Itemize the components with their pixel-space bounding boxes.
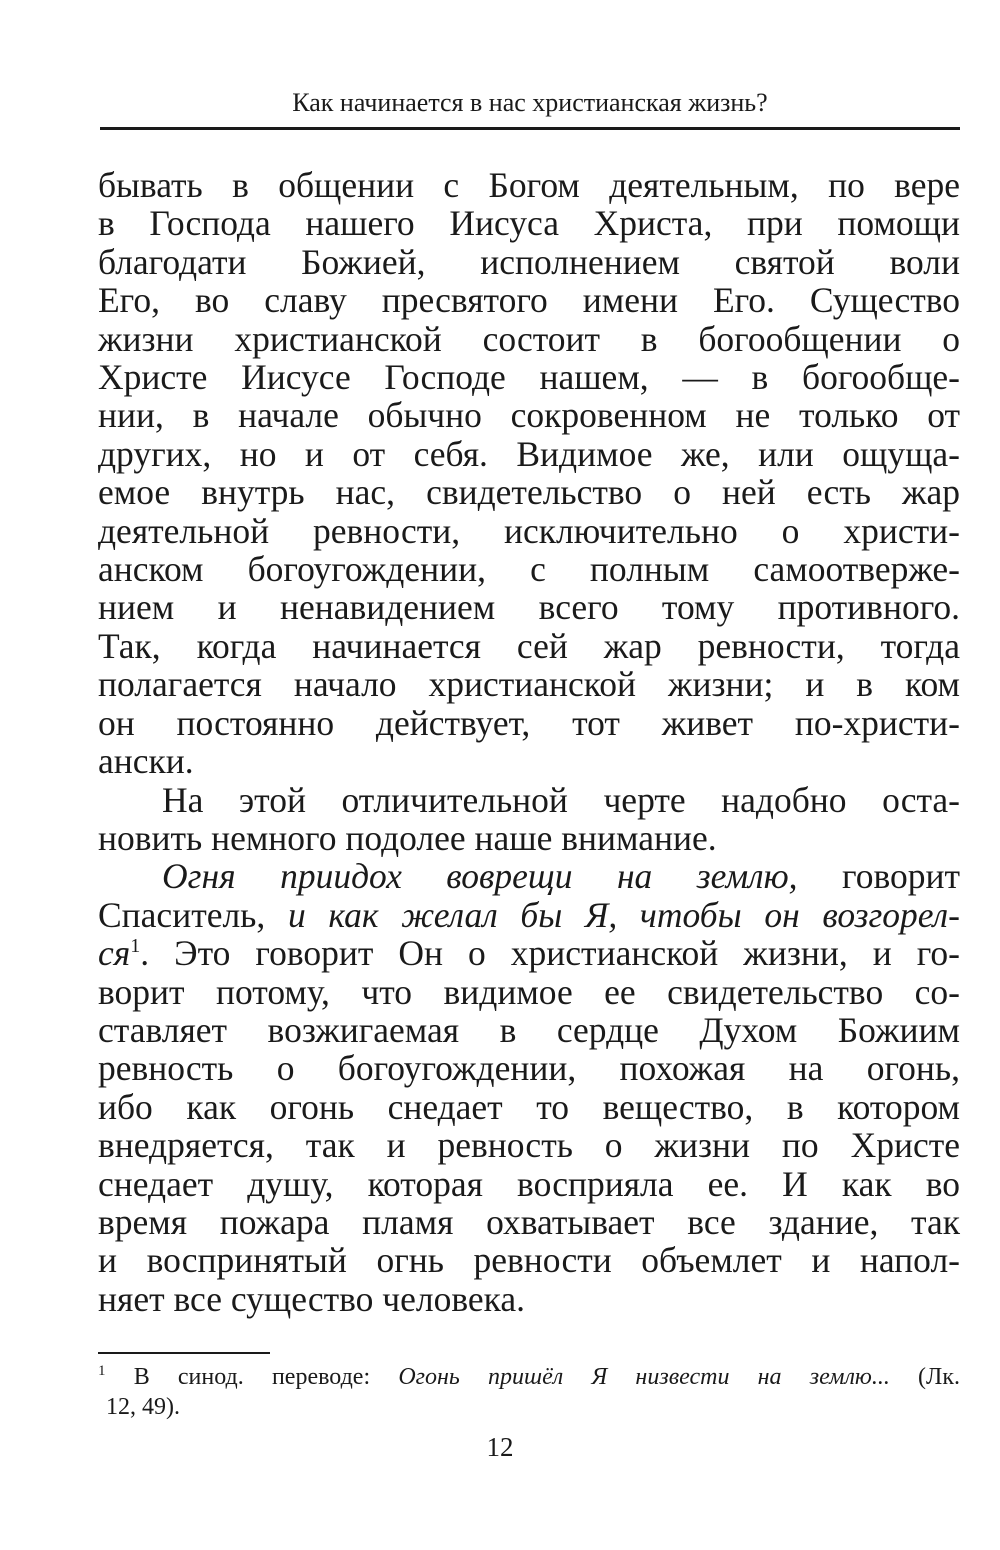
text-line: он постоянно действует, тот живет по-христи- [98, 702, 960, 743]
footnote-prefix: В синод. переводе: [105, 1364, 399, 1390]
scripture-quote: и как желал бы Я, чтобы он возгорел- [287, 894, 960, 935]
text-line: Так, когда начинается сей жар ревности, тогда [98, 625, 960, 666]
scripture-quote: ся [98, 933, 131, 974]
text-line: время пожара пламя охватывает все здание, так [98, 1201, 960, 1242]
footnote-reference[interactable]: 1 [130, 935, 141, 958]
text-line: и воспринятый огнь ревности объемлет и напол- [98, 1240, 960, 1281]
text-line: снедает душу, которая восприяла ее. И как во [98, 1163, 960, 1204]
text-line: анском богоугождении, с полным самоотверже- [98, 549, 960, 590]
text-line: внедряется, так и ревность о жизни по Христе [98, 1125, 960, 1166]
text-run: говорит [797, 856, 960, 897]
footnote-quote: Огонь пришёл Я низвести на землю... [398, 1364, 890, 1390]
running-head-double-rule [100, 127, 960, 135]
text-line: ворит потому, что видимое ее свидетельство со- [98, 971, 960, 1012]
text-line [98, 896, 960, 934]
text-line: На этой отличительной черте надобно оста- [162, 779, 960, 820]
footnote-separator [98, 1352, 270, 1354]
text-line: других, но и от себя. Видимое же, или ощуща- [98, 433, 960, 474]
page-number: 12 [486, 1432, 514, 1462]
text-line: няет все существо человека. [98, 1278, 526, 1319]
text-line [98, 857, 960, 895]
footnote-ref-start: (Лк. [889, 1364, 960, 1390]
paragraph-3 [98, 857, 960, 1318]
text-line: в Господа нашего Иисуса Христа, при помощи [98, 203, 960, 244]
text-line: ански. [98, 741, 194, 782]
text-line: Христе Иисусе Господе нашем, — в богообще- [98, 357, 960, 398]
text-line: полагается начало христианской жизни; и в ком [98, 664, 960, 705]
text-line: нии, в начале обычно сокровенном не только от [98, 395, 960, 436]
text-run: Спаситель, [98, 894, 288, 935]
paragraph-1 [98, 166, 960, 781]
text-line [98, 934, 960, 972]
body-text [98, 166, 960, 1318]
text-line: нием и ненавидением всего тому противного. [98, 587, 960, 628]
footnote [98, 1362, 960, 1422]
paragraph-2 [98, 781, 960, 858]
text-line: новить немного подолее наше внимание. [98, 817, 717, 858]
text-line: жизни христианской состоит в богообщении о [98, 318, 960, 359]
text-run: . Это говорит Он о христианской жизни, и го- [140, 933, 960, 974]
footnote-line: 12, 49). [106, 1394, 180, 1420]
text-line: Его, во славу пресвятого имени Его. Существо [98, 280, 960, 321]
running-head: Как начинается в нас христианская жизнь? [292, 88, 768, 117]
text-line: ставляет возжигаемая в сердце Духом Божиим [98, 1009, 960, 1050]
text-line: бывать в общении с Богом деятельным, по вере [98, 165, 960, 205]
footnote-line [98, 1362, 960, 1392]
text-line: ибо как огонь снедает то вещество, в котором [98, 1086, 960, 1127]
text-line: деятельной ревности, исключительно о христи- [98, 510, 960, 551]
footnote-marker: 1 [98, 1363, 106, 1379]
text-line: емое внутрь нас, свидетельство о ней есть жар [98, 472, 960, 513]
scripture-quote: Огня приидох воврещи на землю, [162, 856, 798, 897]
text-line: благодати Божией, исполнением святой воли [98, 241, 960, 282]
text-line: ревность о богоугождении, похожая на огонь, [98, 1048, 960, 1089]
